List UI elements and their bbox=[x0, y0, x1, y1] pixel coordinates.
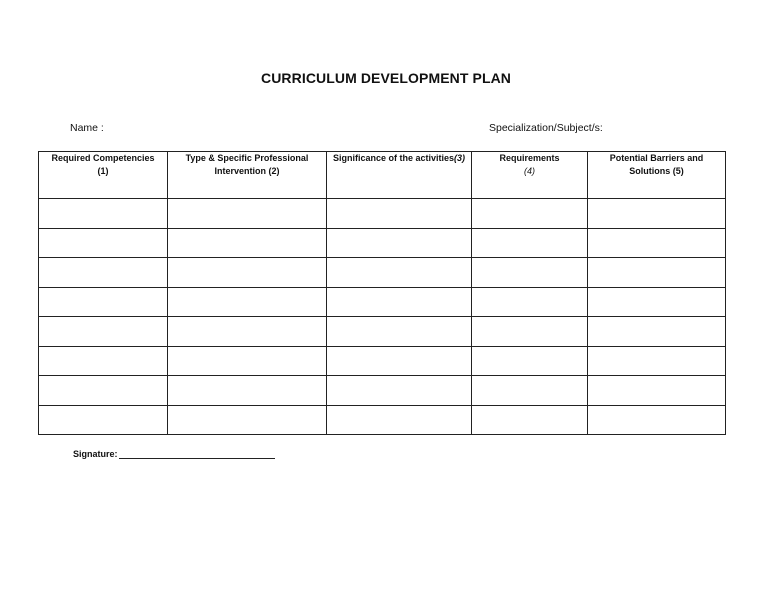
column-header-label: Required Competencies bbox=[51, 153, 155, 163]
specialization-label: Specialization/Subject/s: bbox=[489, 122, 603, 134]
table-cell[interactable] bbox=[168, 317, 327, 347]
table-cell[interactable] bbox=[327, 228, 472, 258]
column-header-number: (4) bbox=[524, 166, 535, 176]
table-cell[interactable] bbox=[168, 287, 327, 317]
table-header-row bbox=[39, 152, 726, 199]
table-cell[interactable] bbox=[327, 376, 472, 406]
column-header-number: (2) bbox=[268, 166, 280, 176]
signature-block bbox=[73, 449, 275, 459]
column-header-label-text: Type & Specific Professional Intervention bbox=[185, 153, 309, 176]
table-cell[interactable] bbox=[588, 199, 726, 229]
table-cell[interactable] bbox=[588, 287, 726, 317]
table-cell[interactable] bbox=[39, 376, 168, 406]
table-cell[interactable] bbox=[327, 317, 472, 347]
table-row bbox=[39, 376, 726, 406]
table-cell[interactable] bbox=[327, 258, 472, 288]
column-header-required-competencies bbox=[39, 152, 168, 199]
table-cell[interactable] bbox=[472, 376, 588, 406]
table-cell[interactable] bbox=[472, 287, 588, 317]
table-cell[interactable] bbox=[588, 405, 726, 435]
column-header-label bbox=[588, 152, 725, 178]
table-cell[interactable] bbox=[168, 405, 327, 435]
table-cell[interactable] bbox=[472, 346, 588, 376]
column-header-requirements bbox=[472, 152, 588, 199]
table-cell[interactable] bbox=[39, 405, 168, 435]
table-cell[interactable] bbox=[39, 228, 168, 258]
plan-table bbox=[38, 151, 726, 435]
column-header-label: Requirements bbox=[499, 153, 560, 163]
column-header-label-text: Significance of the activities bbox=[332, 153, 455, 163]
signature-label: Signature: bbox=[73, 449, 118, 459]
column-header-number: (5) bbox=[672, 166, 684, 176]
table-cell[interactable] bbox=[588, 258, 726, 288]
table-cell[interactable] bbox=[168, 376, 327, 406]
column-header-label bbox=[168, 152, 326, 178]
column-header-label bbox=[327, 152, 471, 165]
table-row bbox=[39, 405, 726, 435]
table-cell[interactable] bbox=[588, 317, 726, 347]
name-label: Name : bbox=[70, 122, 104, 134]
table-body bbox=[39, 199, 726, 435]
table-cell[interactable] bbox=[39, 346, 168, 376]
column-header-barriers-solutions bbox=[588, 152, 726, 199]
table-cell[interactable] bbox=[327, 346, 472, 376]
table-cell[interactable] bbox=[168, 228, 327, 258]
table-row bbox=[39, 287, 726, 317]
column-header-number: (3) bbox=[454, 153, 466, 163]
table-row bbox=[39, 258, 726, 288]
table-row bbox=[39, 199, 726, 229]
table-cell[interactable] bbox=[588, 376, 726, 406]
table-cell[interactable] bbox=[39, 199, 168, 229]
table-row bbox=[39, 228, 726, 258]
table-cell[interactable] bbox=[327, 287, 472, 317]
table-cell[interactable] bbox=[168, 258, 327, 288]
table-cell[interactable] bbox=[472, 199, 588, 229]
table-cell[interactable] bbox=[39, 317, 168, 347]
document-title: CURRICULUM DEVELOPMENT PLAN bbox=[260, 70, 512, 86]
table-cell[interactable] bbox=[168, 346, 327, 376]
table-cell[interactable] bbox=[472, 317, 588, 347]
table-cell[interactable] bbox=[472, 405, 588, 435]
table-cell[interactable] bbox=[327, 199, 472, 229]
column-header-label-text: Potential Barriers and Solutions bbox=[609, 153, 704, 176]
column-header-number: (1) bbox=[97, 166, 109, 176]
table-cell[interactable] bbox=[588, 346, 726, 376]
column-header-professional-intervention bbox=[168, 152, 327, 199]
table-cell[interactable] bbox=[39, 258, 168, 288]
table-cell[interactable] bbox=[472, 258, 588, 288]
column-header-significance bbox=[327, 152, 472, 199]
table-row bbox=[39, 346, 726, 376]
table-cell[interactable] bbox=[588, 228, 726, 258]
table-cell[interactable] bbox=[168, 199, 327, 229]
table-cell[interactable] bbox=[327, 405, 472, 435]
table-row bbox=[39, 317, 726, 347]
table-cell[interactable] bbox=[472, 228, 588, 258]
table-cell[interactable] bbox=[39, 287, 168, 317]
signature-line[interactable] bbox=[119, 449, 275, 459]
